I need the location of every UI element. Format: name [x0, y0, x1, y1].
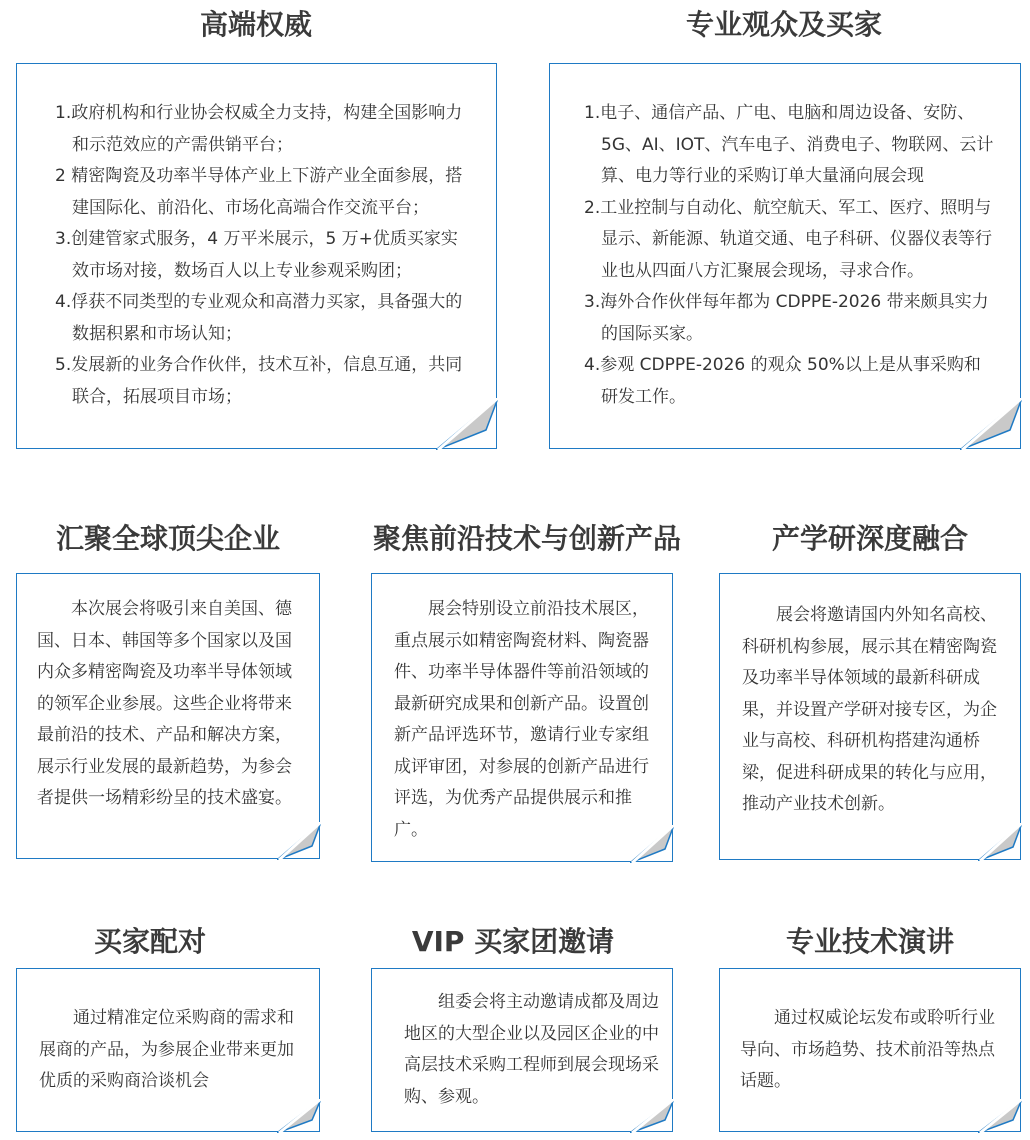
- authority-item: 3.创建管家式服务，4 万平米展示，5 万+优质买家实效市场对接，数场百人以上专业参观采购团；: [55, 229, 458, 281]
- vip-text: [404, 987, 660, 1113]
- section-title-matching: 买家配对: [93, 925, 206, 958]
- page-curl-icon: [277, 1099, 321, 1133]
- section-title-audience: 专业观众及买家: [685, 8, 882, 41]
- matching-paragraph: 通过精准定位采购商的需求和展商的产品，为参展企业带来更加优质的采购商洽谈机会: [39, 1008, 294, 1091]
- audience-card: [549, 63, 1021, 449]
- talks-text: [740, 1003, 1010, 1098]
- frontier-text: [394, 594, 660, 846]
- matching-text: [39, 1003, 305, 1098]
- talks-paragraph: 通过权威论坛发布或聆听行业导向、市场趋势、技术前沿等热点话题。: [740, 1008, 995, 1091]
- authority-item: 2 精密陶瓷及功率半导体产业上下游产业全面参展，搭建国际化、前沿化、市场化高端合作交流平台；: [55, 166, 463, 218]
- audience-item: 1.电子、通信产品、广电、电脑和周边设备、安防、5G、AI、IOT、汽车电子、消费电子、物联网、云计算、电力等行业的采购订单大量涌向展会现: [584, 103, 994, 186]
- vip-paragraph: 组委会将主动邀请成都及周边地区的大型企业以及园区企业的中高层技术采购工程师到展会现场采购、参观。: [404, 992, 659, 1107]
- page-curl-icon: [978, 1099, 1022, 1133]
- section-title-vip: VIP 买家团邀请: [411, 925, 615, 958]
- research-text: [742, 600, 1006, 821]
- frontier-card: [371, 573, 673, 862]
- vip-card: [371, 968, 673, 1132]
- page-curl-icon: [436, 398, 498, 450]
- page-curl-icon: [978, 823, 1022, 861]
- frontier-paragraph: 展会特别设立前沿技术展区，重点展示如精密陶瓷材料、陶瓷器件、功率半导体器件等前沿领域的最新研究成果和创新产品。设置创新产品评选环节，邀请行业专家组成评审团，对参展的创新产品进行评选，为优秀产品提供展示和推广。: [394, 599, 649, 840]
- section-title-research: 产学研深度融合: [771, 522, 968, 555]
- matching-card: [16, 968, 320, 1132]
- section-title-global: 汇聚全球顶尖企业: [55, 522, 280, 555]
- talks-card: [719, 968, 1021, 1132]
- section-title-frontier: 聚焦前沿技术与创新产品: [372, 522, 681, 555]
- authority-item: 4.俘获不同类型的专业观众和高潜力买家，具备强大的数据积累和市场认知；: [55, 292, 463, 344]
- section-title-authority: 高端权威: [199, 8, 312, 41]
- authority-item: 5.发展新的业务合作伙伴，技术互补，信息互通，共同联合，拓展项目市场；: [55, 355, 463, 407]
- research-card: [719, 573, 1021, 860]
- page-curl-icon: [960, 398, 1022, 450]
- global-paragraph: 本次展会将吸引来自美国、德国、日本、韩国等多个国家以及国内众多精密陶瓷及功率半导体领域的领军企业参展。这些企业将带来最前沿的技术、产品和解决方案，展示行业发展的最新趋势，为参会者提供一场精彩纷呈的技术盛宴。: [37, 599, 292, 808]
- audience-item: 4.参观 CDPPE-2026 的观众 50%以上是从事采购和研发工作。: [584, 355, 981, 407]
- audience-item: 2.工业控制与自动化、航空航天、军工、医疗、照明与显示、新能源、轨道交通、电子科研、仪器仪表等行业也从四面八方汇聚展会现场，寻求合作。: [584, 197, 992, 281]
- authority-list: [55, 98, 465, 413]
- page-curl-icon: [630, 825, 674, 863]
- audience-list: [584, 98, 994, 413]
- research-paragraph: 展会将邀请国内外知名高校、科研机构参展，展示其在精密陶瓷及功率半导体领域的最新科研成果，并设置产学研对接专区，为企业与高校、科研机构搭建沟通桥梁，促进科研成果的转化与应用，推动产业技术创新。: [742, 605, 997, 814]
- section-title-talks: 专业技术演讲: [785, 925, 954, 958]
- authority-card: [16, 63, 497, 449]
- global-card: [16, 573, 320, 859]
- authority-item: 1.政府机构和行业协会权威全力支持，构建全国影响力和示范效应的产需供销平台；: [55, 103, 463, 155]
- audience-item: 3.海外合作伙伴每年都为 CDPPE-2026 带来颇具实力的国际买家。: [584, 292, 989, 344]
- page-curl-icon: [630, 1099, 674, 1133]
- page-curl-icon: [277, 822, 321, 860]
- global-text: [37, 594, 305, 815]
